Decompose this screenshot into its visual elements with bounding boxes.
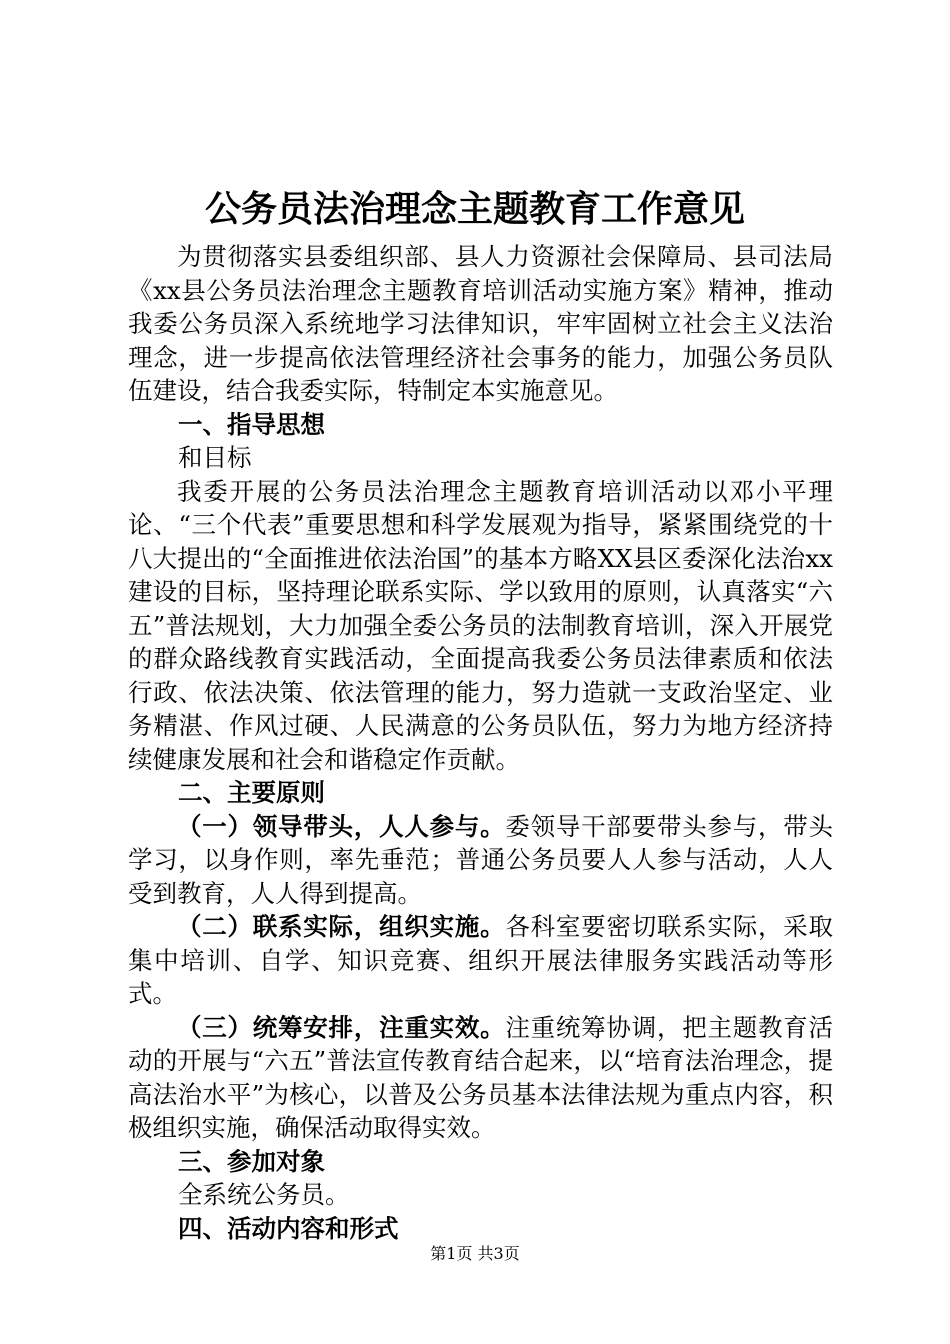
principle-text-2: 各科室要密切联系实际，采取集中培训、自学、知识竞赛、组织开展法律服务实践活动等形式。 xyxy=(128,912,834,1008)
section-heading-1: 一、指导思想 xyxy=(178,409,325,439)
page-footer: 第1页 共3页 xyxy=(430,1244,520,1263)
document-title: 公务员法治理念主题教育工作意见 xyxy=(204,189,745,230)
principle-lead-2: （二）联系实际，组织实施。 xyxy=(177,912,506,941)
intro-paragraph: 为贯彻落实县委组织部、县人力资源社会保障局、县司法局《xx县公务员法治理念主题教育培训活动实施方案》精神，推动我委公务员深入系统地学习法律知识，牢牢固树立社会主义法治理念，进一步提高依法管理经济社会事务的能力，加强公务员队伍建设，结合我委实际，特制定本实施意见。 xyxy=(128,242,833,405)
section-body-3: 全系统公务员。 xyxy=(178,1180,350,1209)
principle-lead-3: （三）统筹安排，注重实效。 xyxy=(177,1012,506,1042)
section-subheading-1: 和目标 xyxy=(178,443,252,472)
section-body-1: 我委开展的公务员法治理念主题教育培训活动以邓小平理论、“三个代表”重要思想和科学发展观为指导，紧紧围绕党的十八大提出的“全面推进依法治国”的基本方略XX县区委深化法治xx建设的目标，坚持理论联系实际、学以致用的原则，认真落实“六五”普法规划，大力加强全委公务员的法制教育培训，深入开展党的群众路线教育实践活动，全面提高我委公务员法律素质和依法行政、依法决策、依法管理的能力，努力造就一支政治坚定、业务精湛、作风过硬、人民满意的公务员队伍，努力为地方经济持续健康发展和社会和谐稳定作贡献。 xyxy=(128,476,833,774)
section-heading-3: 三、参加对象 xyxy=(178,1146,325,1176)
principle-paragraph-3 xyxy=(128,1011,833,1145)
principle-lead-1: （一）领导带头，人人参与。 xyxy=(177,811,506,841)
document-body xyxy=(128,240,833,1245)
principle-paragraph-2 xyxy=(128,910,833,1011)
principle-text-1: 委领导干部要带头参与，带头学习，以身作则，率先垂范；普通公务员要人人参与活动，人人受到教育，人人得到提高。 xyxy=(128,811,834,908)
section-heading-2: 二、主要原则 xyxy=(178,778,325,807)
principle-paragraph-1 xyxy=(128,810,833,911)
section-heading-4: 四、活动内容和形式 xyxy=(178,1213,399,1243)
principle-text-3: 注重统筹协调，把主题教育活动的开展与“六五”普法宣传教育结合起来，以“培育法治理念，提高法治水平”为核心，以普及公务员基本法律法规为重点内容，积极组织实施，确保活动取得实效。 xyxy=(128,1012,834,1142)
